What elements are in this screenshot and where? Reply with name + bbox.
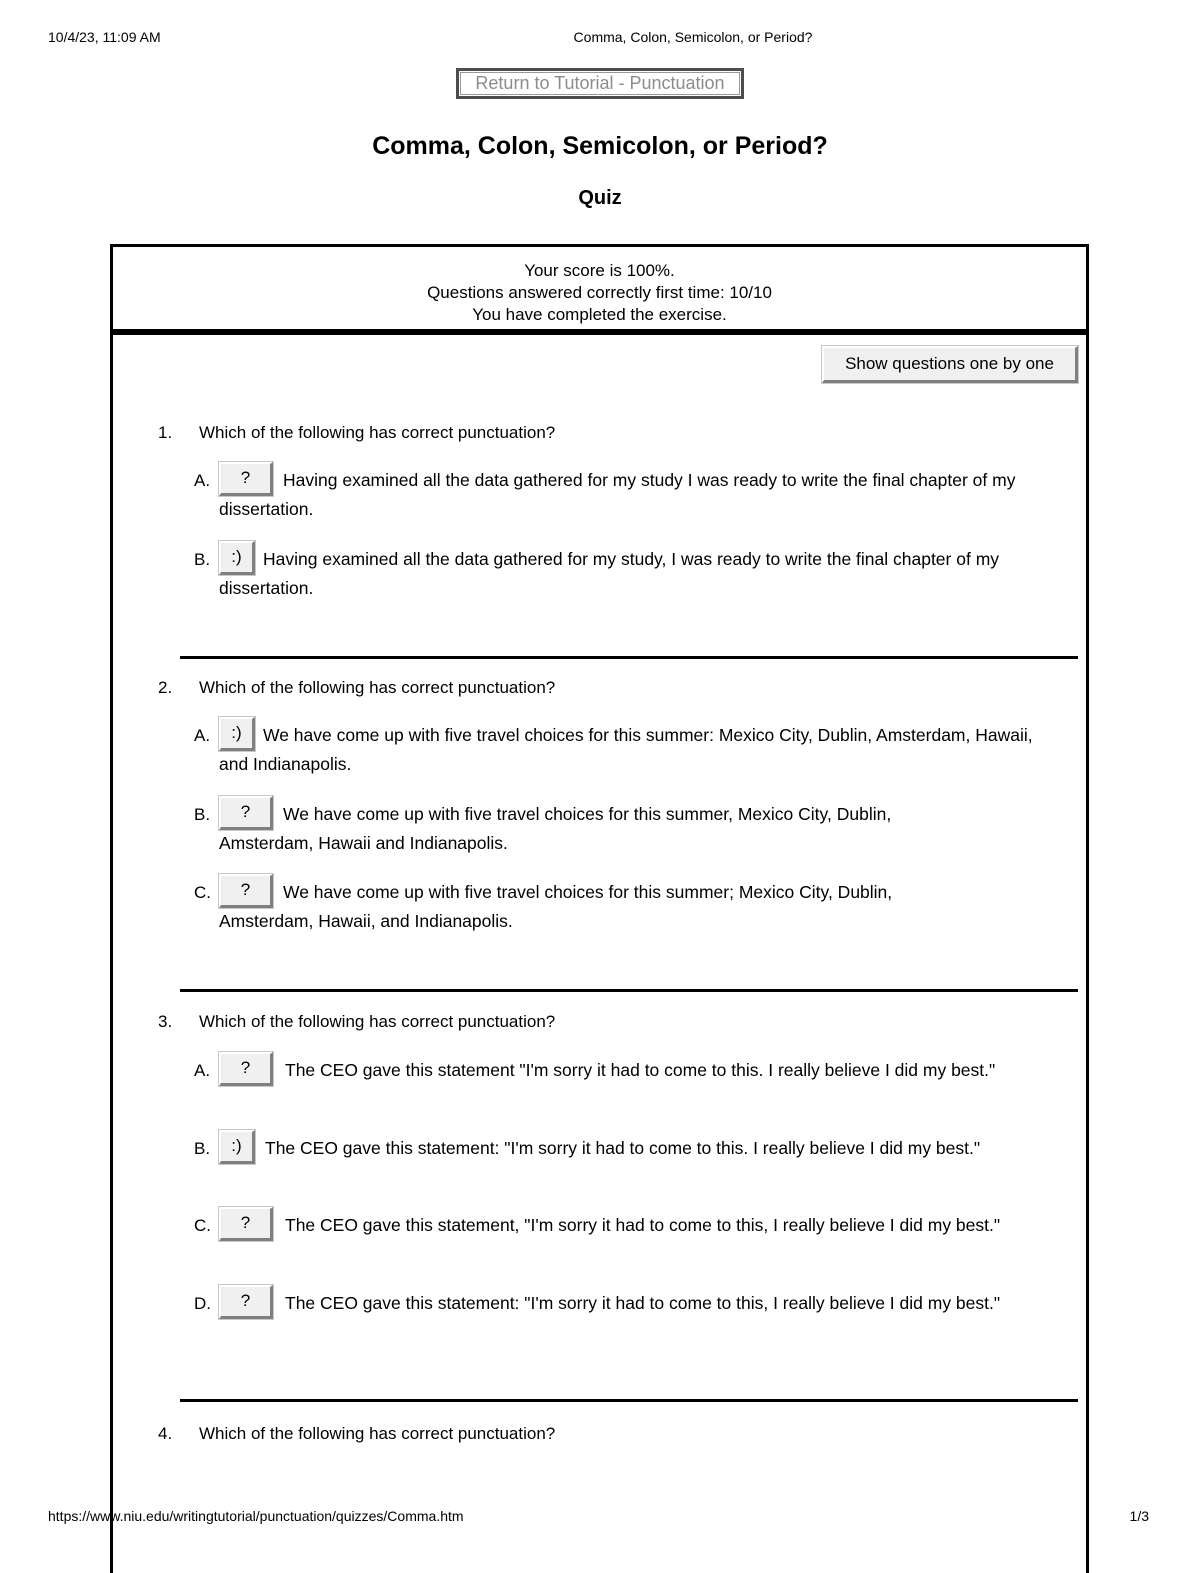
option-text: The CEO gave this statement "I'm sorry it had to come to this. I really believe I did my best." (285, 1060, 996, 1080)
option-text: We have come up with five travel choices for this summer, Mexico City, Dublin, Amsterdam, Hawaii and Indianapolis. (219, 804, 892, 853)
option-letter: B. (194, 550, 211, 569)
return-link-wrapper (0, 68, 1200, 99)
question-separator (180, 989, 1078, 992)
question-number: 2. (158, 678, 173, 697)
answer-feedback-button[interactable]: ? (219, 1052, 273, 1086)
option-text: Having examined all the data gathered for my study I was ready to write the final chapter of my dissertation. (219, 470, 1016, 519)
show-one-by-one-button[interactable]: Show questions one by one (822, 346, 1078, 383)
question-separator (180, 656, 1078, 659)
question-prompt: Which of the following has correct punctuation? (199, 1424, 556, 1443)
option-text: The CEO gave this statement: "I'm sorry it had to come to this, I really believe I did my best." (285, 1293, 1001, 1313)
question-prompt: Which of the following has correct punctuation? (199, 423, 556, 442)
question-number: 3. (158, 1012, 173, 1031)
question-prompt: Which of the following has correct punctuation? (199, 1012, 556, 1031)
option-letter: C. (194, 883, 211, 902)
option-letter: D. (194, 1294, 211, 1313)
print-datetime: 10/4/23, 11:09 AM (48, 29, 161, 45)
score-correct-count: Questions answered correctly first time: 10/10 (427, 283, 772, 302)
option-letter: A. (194, 1061, 211, 1080)
page-title: Comma, Colon, Semicolon, or Period? (372, 132, 828, 160)
print-url: https://www.niu.edu/writingtutorial/punctuation/quizzes/Comma.htm (48, 1508, 464, 1524)
answer-feedback-button[interactable]: ? (219, 1207, 273, 1241)
option-letter: B. (194, 1139, 211, 1158)
answer-feedback-button[interactable]: :) (219, 717, 255, 751)
option-text: The CEO gave this statement: "I'm sorry it had to come to this. I really believe I did my best." (265, 1138, 981, 1158)
option-text: Having examined all the data gathered for my study, I was ready to write the final chapter of my dissertation. (219, 549, 1000, 598)
answer-feedback-button[interactable]: ? (219, 874, 273, 908)
question-number: 4. (158, 1424, 173, 1443)
print-page-number: 1/3 (1129, 1508, 1149, 1524)
score-line: Your score is 100%. (524, 261, 675, 280)
option-text: The CEO gave this statement, "I'm sorry it had to come to this, I really believe I did my best." (285, 1215, 1001, 1235)
answer-feedback-button[interactable]: :) (219, 541, 255, 575)
question-prompt: Which of the following has correct punctuation? (199, 678, 556, 697)
option-letter: C. (194, 1216, 211, 1235)
answer-feedback-button[interactable]: :) (219, 1130, 255, 1164)
question-separator (180, 1399, 1078, 1402)
question-number: 1. (158, 423, 173, 442)
print-doc-title: Comma, Colon, Semicolon, or Period? (573, 29, 813, 45)
option-letter: B. (194, 805, 211, 824)
answer-feedback-button[interactable]: ? (219, 462, 273, 496)
page-subtitle: Quiz (578, 187, 622, 209)
option-letter: A. (194, 471, 211, 490)
score-status: You have completed the exercise. (472, 305, 727, 324)
option-letter: A. (194, 726, 211, 745)
answer-feedback-button[interactable]: ? (219, 1285, 273, 1319)
answer-feedback-button[interactable]: ? (219, 796, 273, 830)
score-panel (110, 244, 1089, 333)
option-text: We have come up with five travel choices for this summer: Mexico City, Dublin, Amsterdam, Hawaii, and Indianapolis. (219, 725, 1033, 774)
option-text: We have come up with five travel choices for this summer; Mexico City, Dublin, Amsterdam, Hawaii, and Indianapolis. (219, 882, 893, 931)
return-to-tutorial-button[interactable]: Return to Tutorial - Punctuation (456, 68, 744, 99)
